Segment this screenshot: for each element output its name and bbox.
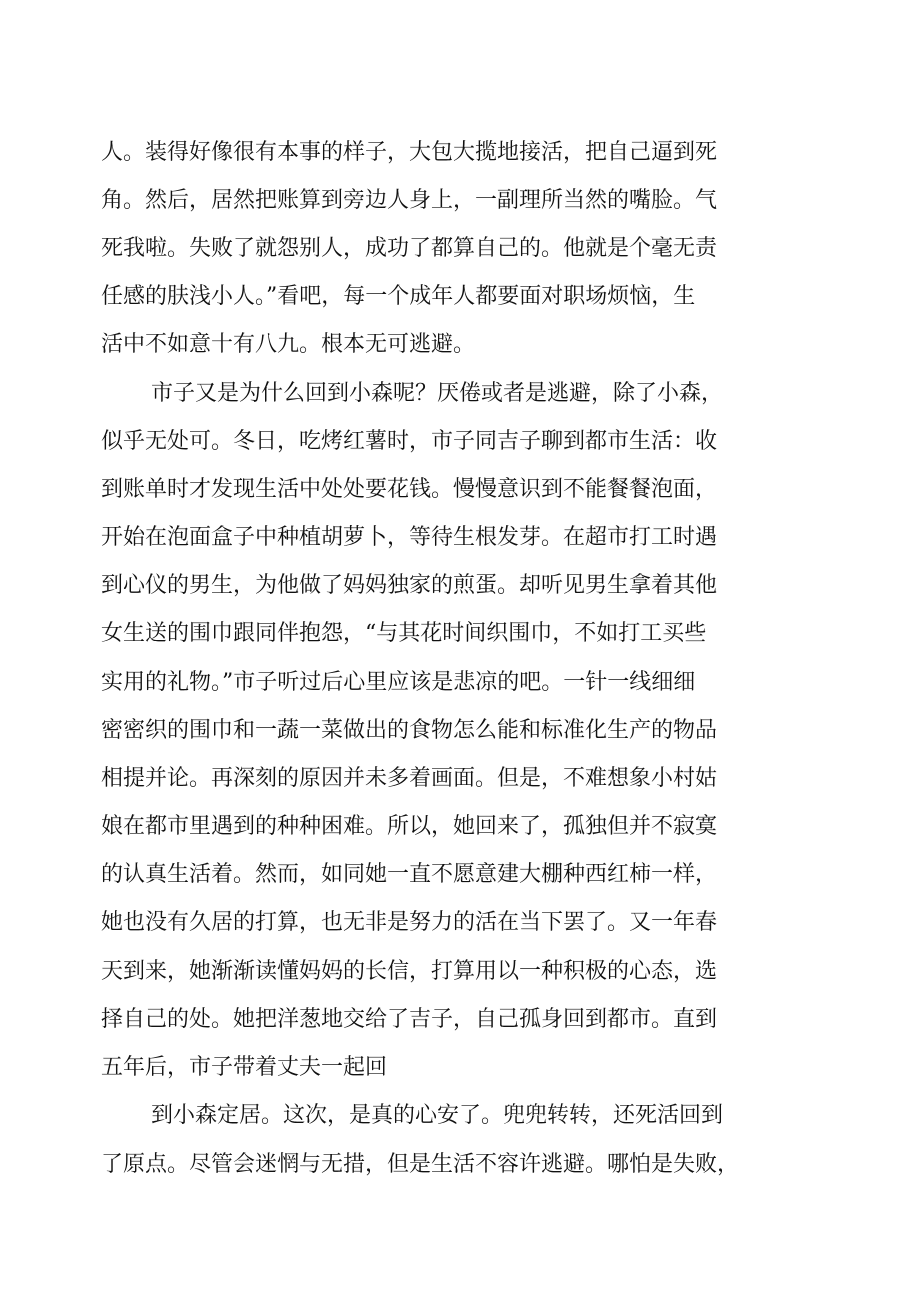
text-line: 她也没有久居的打算，也无非是努力的活在当下罢了。又一年春 bbox=[101, 910, 718, 935]
text-line: 任感的肤浅小人。”看吧，每一个成年人都要面对职场烦恼，生 bbox=[101, 284, 696, 309]
body-text bbox=[101, 0, 740, 1303]
text-line: 到账单时才发现生活中处处要花钱。慢慢意识到不能餐餐泡面， bbox=[101, 477, 718, 502]
text-line: 女生送的围巾跟同伴抱怨，“与其花时间织围巾，不如打工买些 bbox=[101, 621, 707, 646]
text-line: 天到来，她渐渐读懂妈妈的长信，打算用以一种积极的心态，选 bbox=[101, 959, 718, 984]
text-line: 了原点。尽管会迷惘与无措，但是生活不容许逃避。哪怕是失败， bbox=[101, 1152, 740, 1177]
text-line: 死我啦。失败了就怨别人，成功了都算自己的。他就是个毫无责 bbox=[101, 236, 718, 261]
text-line: 似乎无处可。冬日，吃烤红薯时，市子同吉子聊到都市生活：收 bbox=[101, 429, 718, 454]
text-line: 五年后，市子带着丈夫一起回 bbox=[101, 1055, 388, 1080]
text-line: 相提并论。再深刻的原因并未多着画面。但是，不难想象小村姑 bbox=[101, 766, 718, 791]
text-line: 角。然后，居然把账算到旁边人身上，一副理所当然的嘴脸。气 bbox=[101, 188, 718, 213]
text-line: 密密织的围巾和一蔬一菜做出的食物怎么能和标准化生产的物品 bbox=[101, 718, 718, 743]
text-line: 到心仪的男生，为他做了妈妈独家的煎蛋。却听见男生拿着其他 bbox=[101, 573, 718, 598]
text-line: 的认真生活着。然而，如同她一直不愿意建大棚种西红柿一样， bbox=[101, 862, 718, 887]
text-line: 到小森定居。这次，是真的心安了。兜兜转转，还死活回到 bbox=[151, 1103, 724, 1128]
text-line: 人。装得好像很有本事的样子，大包大揽地接活，把自己逼到死 bbox=[101, 140, 718, 165]
text-line: 娘在都市里遇到的种种困难。所以，她回来了，孤独但并不寂寞 bbox=[101, 814, 718, 839]
text-line: 开始在泡面盒子中种植胡萝卜，等待生根发芽。在超市打工时遇 bbox=[101, 525, 718, 550]
text-line: 活中不如意十有八九。根本无可逃避。 bbox=[101, 332, 476, 357]
text-line: 实用的礼物。”市子听过后心里应该是悲凉的吧。一针一线细细 bbox=[101, 670, 696, 695]
text-line: 择自己的处。她把洋葱地交给了吉子，自己孤身回到都市。直到 bbox=[101, 1007, 718, 1032]
text-line: 市子又是为什么回到小森呢？厌倦或者是逃避，除了小森， bbox=[151, 381, 724, 406]
